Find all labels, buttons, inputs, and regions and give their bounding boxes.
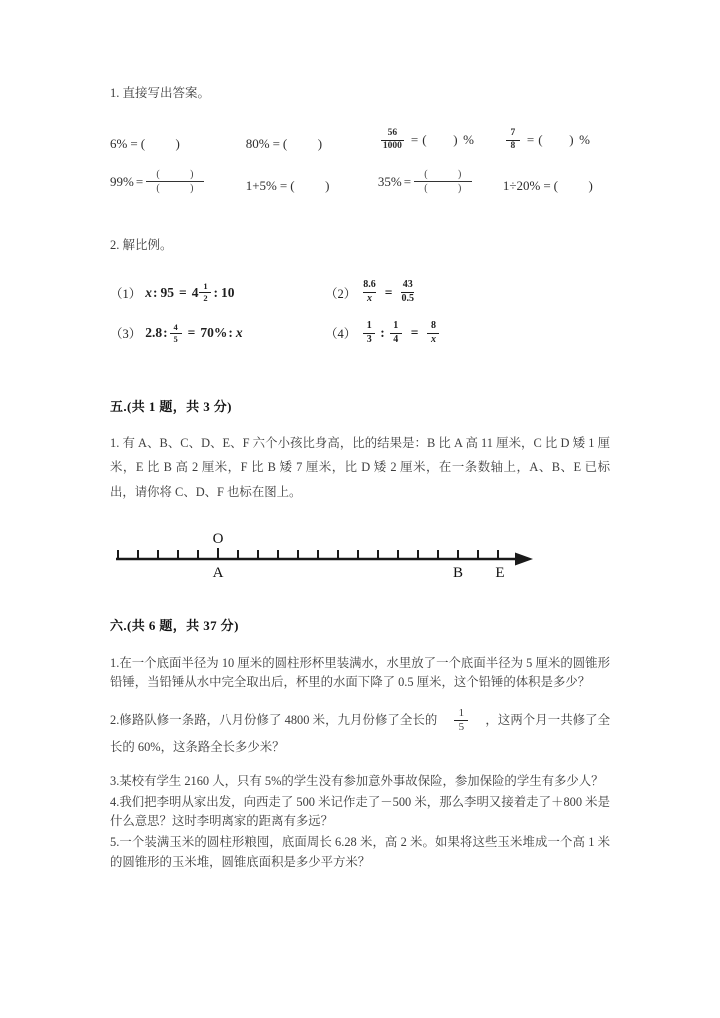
value-95: 95 [160, 284, 175, 300]
fraction-7-8 [506, 129, 520, 152]
question-text: 在一个底面半径为 10 厘米的圆柱形杯里装满水，水里放了一个底面半径为 5 厘米的圆锥形铅锤，当铅锤从水中完全取出后，杯里的水面下降了 0.5 厘米，这个铅锤的体积是多少？ [110, 656, 610, 690]
equals-sign: = [135, 173, 144, 189]
question-index: 1. [110, 656, 120, 671]
fraction-denominator: 0.5 [401, 293, 414, 305]
fraction-denominator: 5 [173, 333, 178, 344]
question-text: 某校有学生 2160 人，只有 5%的学生没有参加意外事故保险，参加保险的学生有多少人？ [119, 773, 604, 788]
fraction-denominator: x [367, 293, 373, 305]
section-six-question-2 [110, 707, 610, 760]
proportion-item-2 [325, 280, 417, 305]
number-line-ticks [118, 548, 498, 559]
fraction-blank[interactable] [146, 170, 204, 194]
colon: : [153, 284, 158, 300]
proportion-expression-2 [360, 280, 417, 305]
question-text-after: ，这两个月一共修了全长的 60%，这条路全长多少米？ [110, 712, 611, 754]
number-line-label-E: E [495, 565, 505, 582]
fraction-numerator: 1 [393, 320, 399, 332]
fill-item-1plus5pct [246, 178, 378, 194]
question-text-before: 修路队修一条路，八月份修了 4800 米，九月份修了全长的 [119, 712, 438, 727]
number-line-figure [110, 523, 610, 593]
section-six-heading: 六.(共 6 题，共 37 分) [110, 618, 239, 634]
fraction-denominator: 8 [510, 140, 516, 151]
fill-row-2 [110, 170, 610, 194]
answer-blank[interactable]: ( ) [538, 132, 575, 148]
proportion-row-2 [110, 321, 610, 346]
section-five-question: 1. 有 A、B、C、D、E、F 六个小孩比身高，比的结果是：B 比 A 高 11 厘米，C 比 D 矮 1 厘米，E 比 B 高 2 厘米，F 比 B 矮 7 厘米，比 D 矮 2 厘米，在一条数轴上，A、B、E 已标出，请你将 C、D、F 也标在图上。 [110, 435, 610, 500]
answer-blank[interactable]: ( ) [140, 135, 181, 151]
number-line-svg [110, 523, 550, 585]
fraction-blank[interactable] [414, 170, 472, 194]
item-index: （3） [110, 327, 142, 342]
fraction-numerator: 1 [203, 281, 208, 292]
answer-blank[interactable]: ( ) [422, 132, 459, 148]
fraction-denominator: 2 [203, 293, 208, 304]
section-five-heading: 五.(共 1 题，共 3 分) [110, 398, 232, 414]
fraction-numerator: 4 [173, 321, 178, 332]
fraction-1-2 [199, 282, 211, 303]
proportion-item-1 [110, 280, 325, 305]
fill-item-99pct [110, 170, 246, 194]
item-index: （2） [325, 286, 357, 301]
fill-lhs: 35% [377, 173, 402, 189]
fill-row-1 [110, 129, 610, 152]
proportion-item-4 [325, 321, 442, 346]
item-index: （4） [325, 327, 357, 342]
fraction-numerator: 1 [458, 706, 465, 719]
proportion-row-1 [110, 280, 610, 305]
fraction-numerator: 56 [387, 127, 398, 138]
proportion-expression-1 [145, 282, 234, 303]
fill-item-80pct [246, 136, 378, 152]
variable-x: x [145, 284, 153, 300]
fraction-blank-denominator[interactable]: ( ) [156, 182, 195, 194]
colon: : [213, 284, 218, 300]
equals-sign: = [279, 177, 288, 193]
worksheet-content [110, 84, 610, 872]
fill-lhs: 1+5% [245, 177, 277, 193]
fraction-43-over-0point5 [401, 280, 414, 305]
equals-sign: = [130, 135, 138, 151]
equals-sign: = [526, 132, 535, 148]
question-index: 2. [110, 712, 120, 727]
fraction-1-5 [454, 708, 468, 734]
answer-blank[interactable]: ( ) [553, 177, 594, 193]
fill-item-6pct [110, 136, 246, 152]
fraction-numerator: 43 [402, 279, 413, 291]
fraction-blank-numerator[interactable]: ( ) [156, 168, 195, 180]
fill-item-35pct [378, 170, 503, 194]
equals-sign: = [410, 325, 419, 341]
fraction-denominator: 5 [458, 721, 465, 734]
fraction-1-3 [363, 321, 375, 346]
fill-item-56-1000 [378, 129, 503, 152]
fraction-4-5 [170, 323, 182, 344]
fill-lhs: 80% [245, 135, 270, 151]
equals-sign: = [384, 284, 393, 300]
value-70pct: 70% [200, 325, 228, 341]
fraction-denominator: 3 [366, 333, 372, 345]
item-index: （1） [110, 286, 142, 301]
fill-lhs: 6% [110, 135, 128, 151]
fraction-8point6-over-x [363, 280, 376, 305]
value-2point8: 2.8 [145, 325, 163, 341]
fill-lhs: 1÷20% [502, 177, 541, 193]
number-line-label-A: A [212, 565, 224, 582]
section-six-question-1 [110, 654, 610, 692]
question-index: 5. [110, 835, 120, 850]
section-six-question-5 [110, 833, 610, 871]
section-two-title: 2. 解比例。 [110, 237, 173, 252]
fill-lhs: 99% [110, 173, 134, 189]
fraction-denominator: 4 [393, 333, 399, 345]
fraction-1-4 [390, 321, 402, 346]
fraction-numerator: 8 [430, 320, 436, 332]
equals-sign: = [410, 132, 419, 148]
proportion-expression-3 [145, 323, 242, 344]
variable-x: x [235, 325, 243, 341]
fraction-blank-denominator[interactable]: ( ) [424, 182, 462, 194]
colon: : [163, 325, 168, 341]
equals-sign: = [272, 135, 280, 151]
fraction-8-over-x [427, 321, 439, 346]
question-text: 一个装满玉米的圆柱形粮囤，底面周长 6.28 米，高 2 米。如果将这些玉米堆成一个高 1 米的圆锥形的玉米堆，圆锥底面积是多少平方米？ [110, 835, 610, 869]
fraction-numerator: 8.6 [363, 279, 376, 291]
percent-suffix: % [463, 132, 474, 148]
fill-item-1div20pct [503, 178, 610, 194]
percent-suffix: % [579, 132, 590, 148]
fraction-denominator: 1000 [382, 140, 402, 151]
equals-sign: = [543, 177, 551, 193]
number-line-label-O: O [212, 531, 224, 548]
fraction-blank-numerator[interactable]: ( ) [424, 168, 462, 180]
fraction-numerator: 1 [366, 320, 372, 332]
question-index: 4. [110, 794, 120, 809]
mixed-number-4-and-half [192, 282, 213, 303]
section-one-title: 1. 直接写出答案。 [110, 86, 211, 100]
fraction-56-1000 [381, 129, 404, 152]
fraction-numerator: 7 [510, 127, 516, 138]
value-10: 10 [220, 284, 235, 300]
number-line-label-B: B [452, 565, 464, 582]
answer-blank[interactable]: ( ) [290, 177, 330, 193]
proportion-item-3 [110, 321, 325, 346]
section-six-question-3 [110, 772, 610, 791]
equals-sign: = [179, 284, 187, 300]
section-six-question-4 [110, 793, 610, 831]
question-text: 我们把李明从家出发，向西走了 500 米记作走了－500 米，那么李明又接着走了＋800 米是什么意思？这时李明离家的距离有多远？ [110, 794, 610, 829]
answer-blank[interactable]: ( ) [282, 135, 323, 151]
number-line-arrow-icon [515, 553, 533, 566]
proportion-expression-4 [360, 321, 442, 346]
fill-item-7-8 [503, 129, 610, 152]
equals-sign: = [187, 325, 196, 341]
colon: : [380, 325, 385, 341]
equals-sign: = [403, 173, 412, 189]
fraction-denominator: x [430, 333, 436, 345]
question-index: 3. [110, 773, 120, 788]
colon: : [228, 325, 233, 341]
whole-part: 4 [191, 284, 199, 300]
